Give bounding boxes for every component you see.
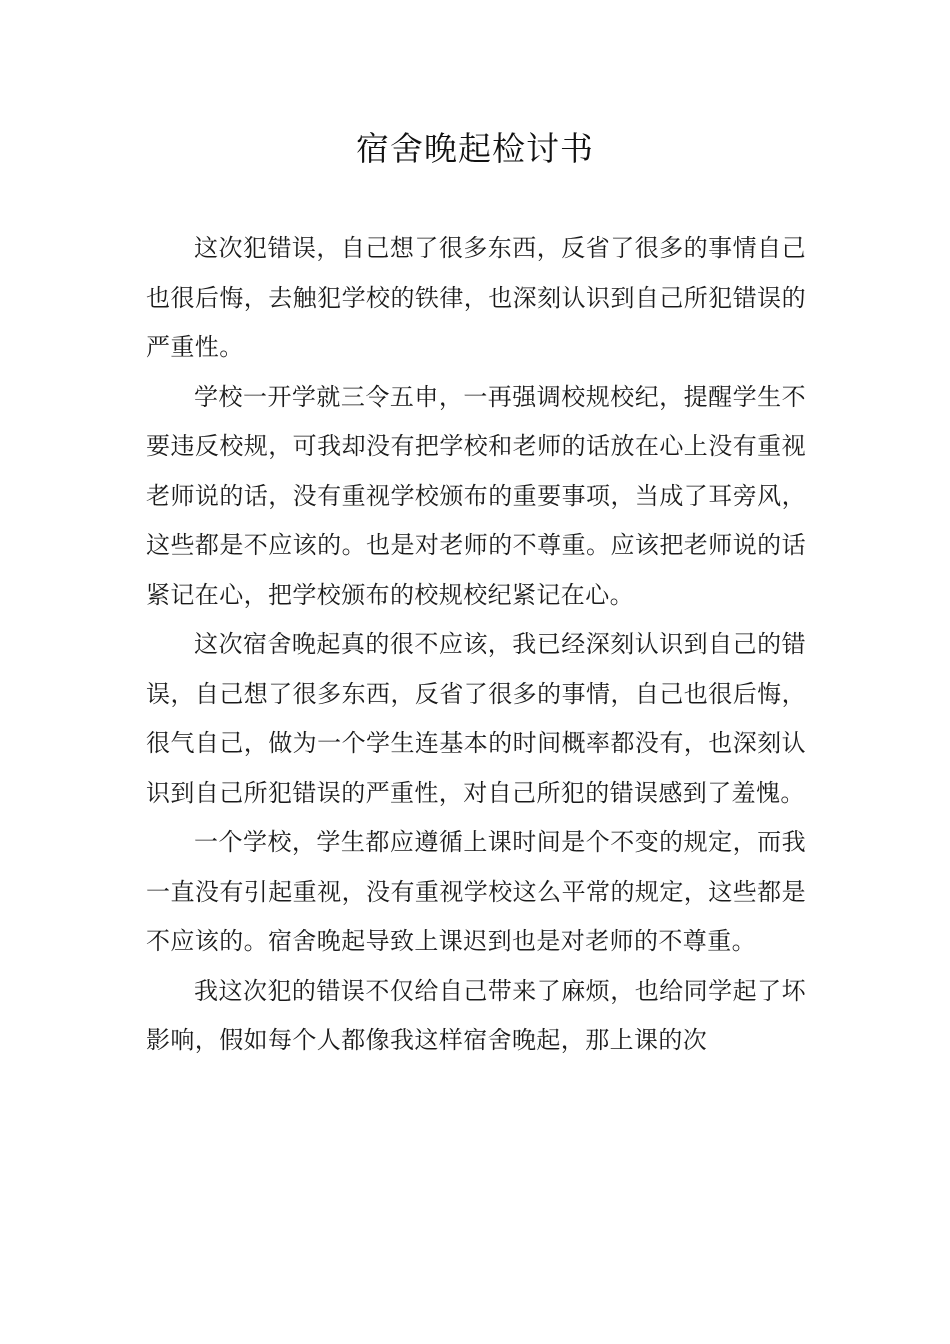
paragraph-1: 这次犯错误，自己想了很多东西，反省了很多的事情自己也很后悔，去触犯学校的铁律，也深刻认识到自己所犯错误的严重性。 [146,234,806,361]
paragraph-5: 我这次犯的错误不仅给自己带来了麻烦，也给同学起了坏影响，假如每个人都像我这样宿舍晚起，那上课的次 [146,976,806,1054]
document-title: 宿舍晚起检讨书 [356,129,594,168]
paragraph-3: 这次宿舍晚起真的很不应该，我已经深刻认识到自己的错误，自己想了很多东西，反省了很多的事情，自己也很后悔，很气自己，做为一个学生连基本的时间概率都没有，也深刻认识到自己所犯错误的严重性，对自己所犯的错误感到了羞愧。 [146,630,806,807]
document-body [146,224,806,1066]
paragraph-2: 学校一开学就三令五申，一再强调校规校纪，提醒学生不要违反校规，可我却没有把学校和老师的话放在心上没有重视老师说的话，没有重视学校颁布的重要事项，当成了耳旁风，这些都是不应该的。也是对老师的不尊重。应该把老师说的话紧记在心，把学校颁布的校规校纪紧记在心。 [146,382,806,609]
paragraph-4: 一个学校，学生都应遵循上课时间是个不变的规定，而我一直没有引起重视，没有重视学校这么平常的规定，这些都是不应该的。宿舍晚起导致上课迟到也是对老师的不尊重。 [146,828,806,955]
